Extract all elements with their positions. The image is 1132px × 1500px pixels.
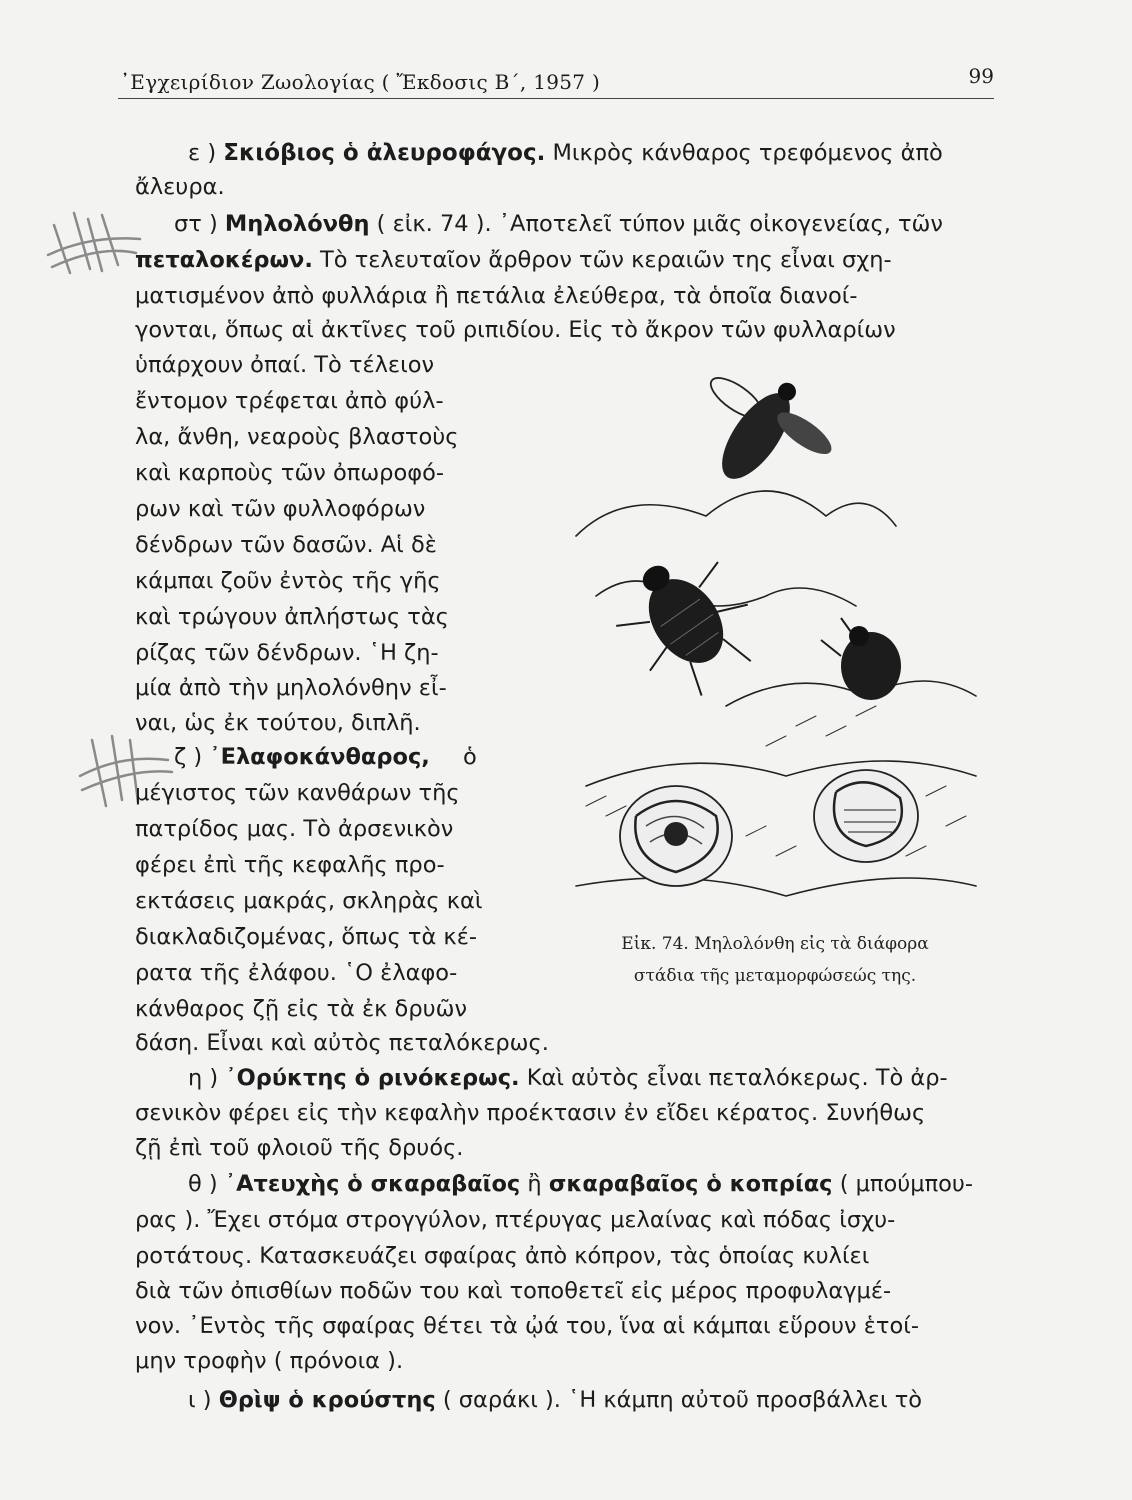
para-e-line-2: ἄλευρα. <box>135 174 225 200</box>
text-span: ( μπούμπου- <box>839 1171 974 1197</box>
para-th-line-1 <box>188 1167 973 1201</box>
item-label: ι ) <box>188 1387 212 1413</box>
species-term: σκαραβαῖος ὁ κοπρίας <box>548 1171 833 1197</box>
running-title: ᾿Εγχειρίδιον Ζωολογίας ( Ἔκδοσις Β΄, 1957 ) <box>120 70 601 94</box>
para-z-line-9: δάση. Εἶναι καὶ αὐτὸς πεταλόκερως. <box>135 1030 549 1056</box>
para-th-line-3: ροτάτους. Κατασκευάζει σφαίρας ἀπὸ κόπρον, τὰς ὁποίας κυλίει <box>135 1243 870 1269</box>
text-span: ὁ <box>463 744 477 770</box>
para-st-line-2 <box>135 243 892 277</box>
species-term: Θρὶψ ὁ κρούστης <box>218 1387 436 1413</box>
text-span: ( σαράκι ). ῾Η κάμπη αὐτοῦ προσβάλλει τὸ <box>442 1387 923 1413</box>
item-label: θ ) <box>188 1171 218 1197</box>
species-term: ᾿Ελαφοκάνθαρος, <box>209 744 430 770</box>
para-st-line-7: λα, ἄνθη, νεαροὺς βλαστοὺς <box>135 424 459 450</box>
para-iota-line-1 <box>188 1383 922 1417</box>
running-header <box>118 64 994 96</box>
para-th-line-4: διὰ τῶν ὀπισθίων ποδῶν του καὶ τοποθετεῖ εἰς μέρος προφυλαγμέ- <box>135 1278 892 1304</box>
para-st-line-15: ναι, ὡς ἐκ τούτου, διπλῆ. <box>135 710 421 736</box>
item-label: η ) <box>188 1065 219 1091</box>
para-st-line-5: ὑπάρχουν ὀπαί. Τὸ τέλειον <box>135 352 435 378</box>
para-z-line-1 <box>174 740 477 774</box>
para-z-line-3: πατρίδος μας. Τὸ ἀρσενικὸν <box>135 816 454 842</box>
larva-left <box>620 786 732 886</box>
para-i-line-3: ζῇ ἐπὶ τοῦ φλοιοῦ τῆς δρυός. <box>135 1135 464 1161</box>
para-st-line-3: ματισμένον ἀπὸ φυλλάρια ἢ πετάλια ἐλεύθερα, τὰ ὁποῖα διανοί- <box>135 283 858 309</box>
species-term: ᾿Ορύκτης ὁ ρινόκερως. <box>225 1065 520 1091</box>
header-rule <box>118 98 994 99</box>
item-label: στ ) <box>174 211 218 237</box>
para-st-line-6: ἔντομον τρέφεται ἀπὸ φύλ- <box>135 388 444 414</box>
para-st-line-4: γονται, ὅπως αἱ ἀκτῖνες τοῦ ριπιδίου. Εἰς τὸ ἄκρον τῶν φυλλαρίων <box>135 317 896 343</box>
flying-beetle <box>672 366 850 517</box>
para-z-line-5: εκτάσεις μακράς, σκληρὰς καὶ <box>135 888 483 914</box>
pencil-tally-mark-1 <box>40 195 150 285</box>
text-span: Μικρὸς κάνθαρος τρεφόμενος ἀπὸ <box>552 140 943 166</box>
emerging-beetle <box>821 618 901 700</box>
para-th-line-6: μην τροφὴν ( πρόνοια ). <box>135 1348 404 1374</box>
cockchafer-illustration <box>566 366 986 916</box>
para-st-line-12: καὶ τρώγουν ἀπλήστως τὰς <box>135 604 449 630</box>
para-st-line-8: καὶ καρποὺς τῶν ὀπωροφό- <box>135 460 444 486</box>
item-label: ζ ) <box>174 744 203 770</box>
para-z-line-7: ρατα τῆς ἐλάφου. ῾Ο ἐλαφο- <box>135 960 458 986</box>
figure-caption <box>570 928 980 992</box>
para-i-line-1 <box>188 1061 948 1095</box>
text-span: ἢ <box>527 1171 542 1197</box>
text-span: Τὸ τελευταῖον ἄρθρον τῶν κεραιῶν της εἶναι σχη- <box>320 247 892 273</box>
para-st-line-1 <box>174 207 943 241</box>
para-z-line-4: φέρει ἐπὶ τῆς κεφαλῆς προ- <box>135 852 445 878</box>
para-e-line-1 <box>188 136 943 170</box>
para-z-line-2: μέγιστος τῶν κανθάρων τῆς <box>135 780 460 806</box>
para-z-line-6: διακλαδιζομένας, ὅπως τὰ κέ- <box>135 924 477 950</box>
species-term: Μηλολόνθη <box>224 211 370 237</box>
para-st-line-13: ρίζας τῶν δένδρων. ῾Η ζη- <box>135 640 439 666</box>
ground-outline <box>576 491 896 536</box>
text-span: Καὶ αὐτὸς εἶναι πεταλόκερως. Τὸ ἀρ- <box>526 1065 948 1091</box>
para-st-line-14: μία ἀπὸ τὴν μηλολόνθην εἶ- <box>135 675 447 701</box>
caption-line-1: Εἰκ. 74. Μηλολόνθη εἰς τὰ διάφορα <box>621 934 929 954</box>
adult-beetle <box>600 534 775 713</box>
species-term: πεταλοκέρων. <box>135 247 313 273</box>
species-term: Σκιόβιος ὁ ἀλευροφάγος. <box>223 140 546 166</box>
para-i-line-2: σενικὸν φέρει εἰς τὴν κεφαλὴν προέκτασιν ἐν εἴδει κέρατος. Συνήθως <box>135 1100 926 1126</box>
para-st-line-10: δένδρων τῶν δασῶν. Αἱ δὲ <box>135 532 437 558</box>
pupa-right <box>814 770 918 862</box>
text-span: ( εἰκ. 74 ). ᾿Αποτελεῖ τύπον μιᾶς οἰκογενείας, τῶν <box>376 211 943 237</box>
para-z-line-8: κάνθαρος ζῇ εἰς τὰ ἐκ δρυῶν <box>135 996 468 1022</box>
item-label: ε ) <box>188 140 217 166</box>
para-th-line-2: ρας ). Ἔχει στόμα στρογγύλον, πτέρυγας μελαίνας καὶ πόδας ἰσχυ- <box>135 1207 896 1233</box>
caption-line-2: στάδια τῆς μεταμορφώσεώς της. <box>633 966 917 986</box>
page-number: 99 <box>968 64 994 88</box>
para-st-line-9: ρων καὶ τῶν φυλλοφόρων <box>135 496 426 522</box>
species-term: ᾿Ατευχὴς ὁ σκαραβαῖος <box>224 1171 521 1197</box>
para-st-line-11: κάμπαι ζοῦν ἐντὸς τῆς γῆς <box>135 568 441 594</box>
para-th-line-5: νον. ᾿Εντὸς τῆς σφαίρας θέτει τὰ ᾠά του, ἵνα αἱ κάμπαι εὕρουν ἑτοί- <box>135 1313 919 1339</box>
